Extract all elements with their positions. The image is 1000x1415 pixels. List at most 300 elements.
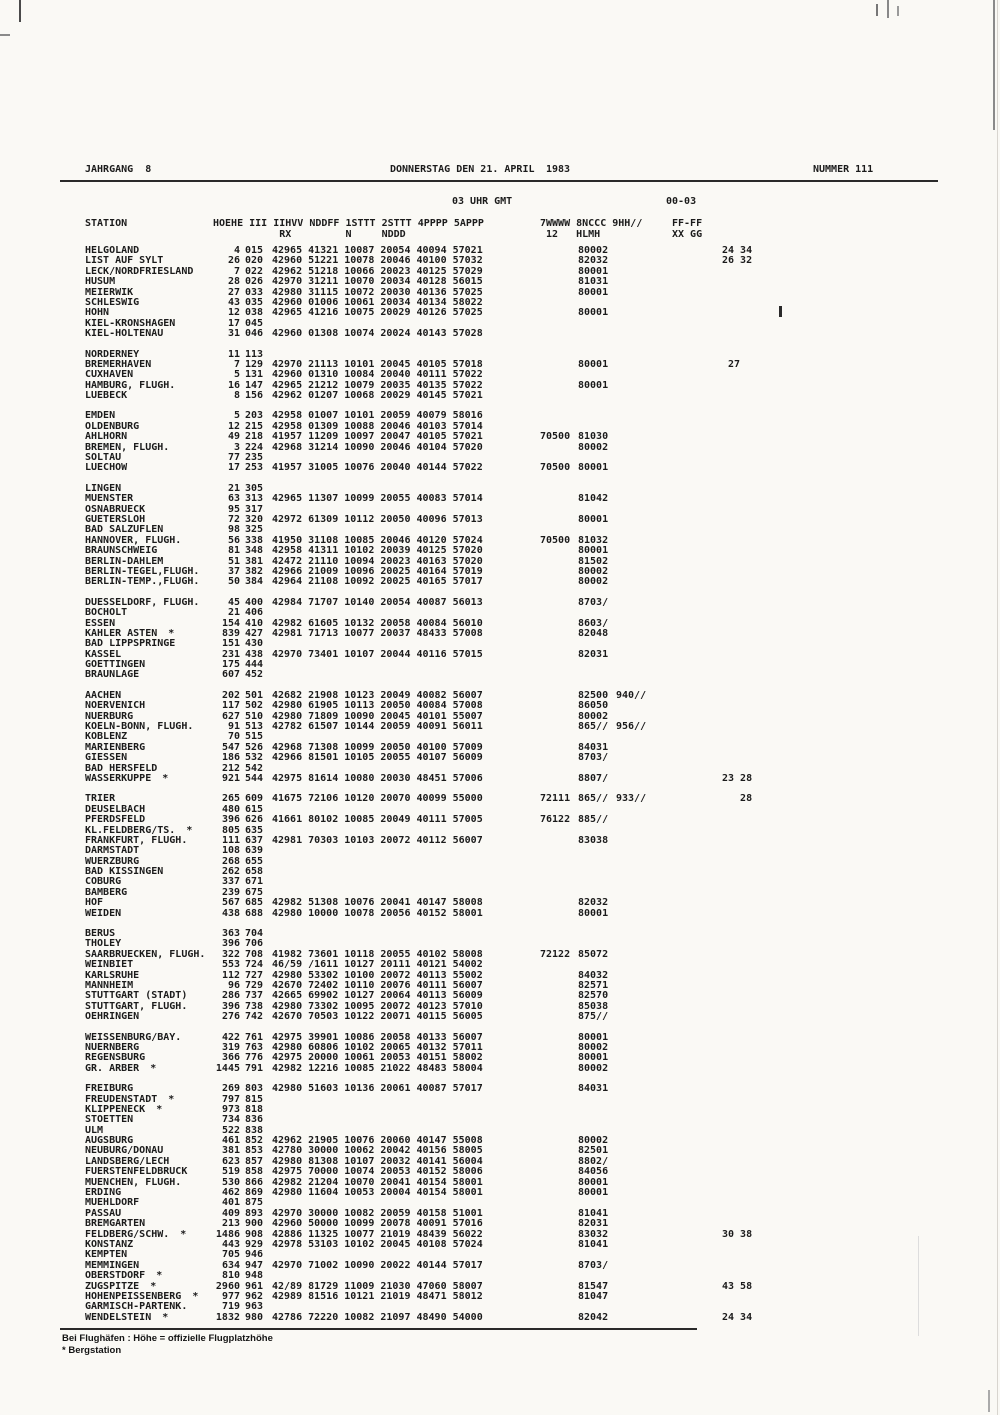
station-number: 635 — [245, 824, 264, 836]
station-name: HANNOVER, FLUGH. — [85, 534, 182, 546]
wind-ff-values — [722, 463, 766, 473]
wind-ff-values — [722, 1136, 766, 1146]
wind-ff-values: 43 58 — [722, 1280, 753, 1292]
synop-8-group: 80002 — [578, 1062, 609, 1074]
synop-7-group — [540, 381, 574, 391]
station-number: 637 — [245, 834, 264, 846]
station-elevation: 567 — [221, 897, 240, 909]
synop-8-group: 83032 — [578, 1228, 609, 1240]
station-name: NORDERNEY — [85, 348, 140, 360]
station-elevation: 186 — [221, 752, 240, 764]
synop-9-group — [616, 1261, 650, 1271]
station-elevation: 396 — [221, 1000, 240, 1012]
synop-7-group — [540, 722, 574, 732]
synop-8-group: 82048 — [578, 627, 609, 639]
station-elevation: 977 — [221, 1290, 240, 1302]
station-number: 858 — [245, 1166, 264, 1178]
wind-ff-values — [722, 1043, 766, 1053]
synop-9-group: 956// — [616, 721, 647, 733]
station-elevation: 26 — [227, 255, 240, 267]
station-row — [85, 753, 766, 763]
wind-ff-values — [722, 981, 766, 991]
synop-9-group — [616, 422, 650, 432]
station-name: SCHLESWIG — [85, 296, 140, 308]
station-elevation: 269 — [221, 1083, 240, 1095]
station-name: AACHEN — [85, 689, 122, 701]
synop-7-group — [540, 1230, 574, 1240]
wind-ff-values — [722, 1053, 766, 1063]
station-elevation: 17 — [227, 317, 240, 329]
synop-main-groups: 42975 20000 10061 20053 40151 58002 — [272, 1052, 483, 1064]
station-name: OBERSTDORF — [85, 1270, 146, 1282]
synop-7-group — [540, 443, 574, 453]
synop-8-group: 84031 — [578, 1083, 609, 1095]
station-row — [85, 660, 766, 670]
station-elevation: 839 — [221, 627, 240, 639]
synop-8-group — [578, 1095, 612, 1105]
synop-7-group — [540, 691, 574, 701]
station-number: 400 — [245, 596, 264, 608]
synop-8-group: 81032 — [578, 534, 609, 546]
jahrgang-label: JAHRGANG 8 — [85, 164, 152, 175]
synop-9-group — [616, 360, 650, 370]
station-elevation: 409 — [221, 1207, 240, 1219]
footnote-rule — [60, 1328, 697, 1330]
synop-7-group — [540, 277, 574, 287]
station-number: 320 — [245, 513, 264, 525]
synop-8-group: 81031 — [578, 276, 609, 288]
wind-ff-values — [722, 1157, 766, 1167]
station-name: WUERZBURG — [85, 855, 140, 867]
station-name: OSNABRUECK — [85, 503, 146, 515]
synop-7-group — [540, 1126, 574, 1136]
station-name: NOERVENICH — [85, 700, 146, 712]
synop-9-group — [616, 598, 650, 608]
station-group — [85, 411, 766, 473]
station-row — [85, 836, 766, 846]
synop-main-groups: 42665 69902 10127 20064 40113 56009 — [272, 990, 483, 1002]
synop-main-groups: 42958 01007 10101 20059 40079 58016 — [272, 410, 483, 422]
wind-ff-values — [722, 1292, 766, 1302]
synop-8-group: 81047 — [578, 1290, 609, 1302]
synop-8-group — [578, 319, 612, 329]
synop-9-group — [616, 909, 650, 919]
station-elevation: 154 — [221, 617, 240, 629]
synop-main-groups: 42982 61605 10132 20058 40084 56010 — [272, 617, 483, 629]
synop-main-groups — [272, 867, 484, 877]
station-name: DEUSELBACH — [85, 803, 146, 815]
station-row — [85, 867, 766, 877]
wind-ff-values — [722, 525, 766, 535]
synop-7-group — [540, 1043, 574, 1053]
station-elevation: 108 — [221, 845, 240, 857]
synop-8-group — [578, 877, 612, 887]
station-number: 382 — [245, 565, 264, 577]
wind-ff-values — [722, 1271, 766, 1281]
synop-9-group — [616, 639, 650, 649]
station-row — [85, 577, 766, 587]
station-name: KASSEL — [85, 648, 122, 660]
year-label: 1983 — [546, 164, 571, 175]
station-row — [85, 815, 766, 825]
synop-7-group — [540, 1219, 574, 1229]
station-elevation: 17 — [227, 462, 240, 474]
wind-ff-values — [722, 846, 766, 856]
station-elevation: 96 — [227, 980, 240, 991]
station-elevation: 553 — [221, 959, 240, 971]
synop-7-group — [540, 826, 574, 836]
bergstation-marker: * — [186, 824, 193, 836]
station-row — [85, 794, 766, 804]
synop-9-group — [616, 743, 650, 753]
synop-main-groups: 42980 71809 10090 20045 40101 55007 — [272, 710, 483, 722]
station-table — [85, 246, 766, 1333]
station-number: 704 — [245, 928, 264, 940]
wind-ff-values — [722, 422, 766, 432]
station-number: 313 — [245, 493, 264, 505]
synop-main-groups — [272, 1095, 484, 1105]
synop-7-group: 76122 — [540, 814, 571, 826]
wind-ff-values — [722, 1178, 766, 1188]
synop-8-group: 81042 — [578, 493, 609, 505]
synop-7-group — [540, 577, 574, 587]
station-name: KIEL-KRONSHAGEN — [85, 317, 176, 329]
station-name: MUENSTER — [85, 493, 134, 505]
synop-8-group: 86050 — [578, 700, 609, 712]
observation-code: 00-03 — [666, 196, 697, 207]
synop-9-group — [616, 1136, 650, 1146]
station-name: KAHLER ASTEN — [85, 627, 158, 639]
synop-main-groups: 42970 71002 10090 20022 40144 57017 — [272, 1259, 483, 1271]
synop-9-group — [616, 660, 650, 670]
station-number: 961 — [245, 1280, 264, 1292]
synop-7-group — [540, 764, 574, 774]
synop-9-group — [616, 557, 650, 567]
station-name-cell — [85, 774, 213, 784]
wind-ff-values — [722, 1198, 766, 1208]
station-elevation: 81 — [227, 545, 240, 557]
station-elevation: 27 — [227, 286, 240, 298]
station-name: GR. ARBER — [85, 1062, 140, 1074]
station-name-cell — [85, 1064, 213, 1074]
station-number: 980 — [245, 1311, 264, 1323]
synop-main-groups: 42981 70303 10103 20072 40112 56007 — [272, 834, 483, 846]
synop-9-group — [616, 577, 650, 587]
station-name: ZUGSPITZE — [85, 1280, 140, 1292]
station-number: 655 — [245, 855, 264, 867]
station-name: BERUS — [85, 928, 116, 940]
synop-7-group — [540, 598, 574, 608]
synop-9-group — [616, 960, 650, 970]
station-row — [85, 929, 766, 939]
bergstation-marker: * — [180, 1228, 187, 1240]
station-number: 026 — [245, 276, 264, 288]
station-name: WEISSENBURG/BAY. — [85, 1031, 182, 1043]
station-number: 224 — [245, 441, 264, 453]
station-number: 724 — [245, 959, 264, 971]
synop-9-group — [616, 836, 650, 846]
synop-9-group — [616, 1146, 650, 1156]
synop-9-group — [616, 929, 650, 939]
wind-ff-values — [722, 629, 766, 639]
wind-ff-values — [722, 505, 766, 515]
station-elevation: 480 — [221, 803, 240, 815]
wind-ff-values — [722, 1167, 766, 1177]
synop-7-group — [540, 774, 574, 784]
station-number: 338 — [245, 534, 264, 546]
station-number: 609 — [245, 793, 264, 805]
synop-8-group: 81502 — [578, 555, 609, 567]
synop-8-group: 8802/ — [578, 1155, 609, 1167]
scan-mark-top-right-3 — [897, 6, 899, 16]
station-row — [85, 1105, 766, 1115]
synop-main-groups: 41675 72106 10120 20070 40099 55000 — [272, 793, 483, 805]
synop-7-group — [540, 1240, 574, 1250]
station-number: 836 — [245, 1114, 264, 1126]
synop-7-group — [540, 857, 574, 867]
station-name: MARIENBERG — [85, 741, 146, 753]
synop-main-groups: 42970 30000 10082 20059 40158 51001 — [272, 1207, 483, 1219]
synop-9-group — [616, 1271, 650, 1281]
synop-8-group: 8703/ — [578, 596, 609, 608]
station-name: OLDENBURG — [85, 420, 140, 432]
synop-9-group — [616, 629, 650, 639]
station-name: ESSEN — [85, 617, 116, 629]
synop-9-group — [616, 1219, 650, 1229]
station-elevation: 63 — [227, 493, 240, 505]
synop-main-groups: 42786 72220 10082 21097 48490 54000 — [272, 1311, 483, 1323]
synop-9-group — [616, 319, 650, 329]
station-row — [85, 1012, 766, 1022]
station-elevation: 396 — [221, 814, 240, 826]
station-number: 444 — [245, 659, 264, 671]
synop-8-group: 82042 — [578, 1311, 609, 1323]
synop-9-group — [616, 277, 650, 287]
synop-main-groups — [272, 846, 484, 856]
synop-7-group — [540, 1178, 574, 1188]
wind-ff-values — [722, 815, 766, 825]
synop-main-groups: 42782 61507 10144 20059 40091 56011 — [272, 721, 483, 733]
synop-8-group: 80002 — [578, 710, 609, 722]
wind-ff-values — [722, 1261, 766, 1271]
scan-mark-right-edge — [997, 0, 998, 1415]
synop-7-group — [540, 1146, 574, 1156]
station-number: 022 — [245, 265, 264, 277]
wind-ff-values — [722, 1209, 766, 1219]
synop-main-groups: 42965 11307 10099 20055 40083 57014 — [272, 493, 483, 505]
station-elevation: 43 — [227, 296, 240, 308]
column-subheader-ff: XX GG — [672, 229, 703, 240]
station-row — [85, 515, 766, 525]
wind-ff-values — [722, 577, 766, 587]
wind-ff-values — [722, 950, 766, 960]
synop-8-group: 82031 — [578, 1218, 609, 1230]
station-number: 675 — [245, 886, 264, 898]
synop-9-group — [616, 774, 650, 784]
synop-9-group: 933// — [616, 793, 647, 805]
wind-ff-values — [722, 670, 766, 680]
synop-9-group — [616, 732, 650, 742]
station-elevation: 7 — [233, 265, 240, 277]
synop-7-group — [540, 1313, 574, 1323]
wind-ff-values — [722, 867, 766, 877]
station-name: ERDING — [85, 1187, 122, 1199]
synop-9-group — [616, 1033, 650, 1043]
synop-main-groups — [272, 1271, 484, 1281]
synop-main-groups: 42980 51603 10136 20061 40087 57017 — [272, 1083, 483, 1095]
synop-9-group — [616, 815, 650, 825]
station-name: PFERDSFELD — [85, 814, 146, 826]
wind-ff-values — [722, 991, 766, 1001]
station-number: 038 — [245, 307, 264, 319]
station-row — [85, 670, 766, 680]
station-name: REGENSBURG — [85, 1052, 146, 1064]
station-name: MEIERWIK — [85, 286, 134, 298]
station-elevation: 239 — [221, 886, 240, 898]
wind-ff-values — [722, 826, 766, 836]
station-elevation: 70 — [227, 731, 240, 743]
station-row — [85, 857, 766, 867]
synop-7-group — [540, 1209, 574, 1219]
synop-main-groups: 41661 80102 10085 20049 40111 57005 — [272, 814, 483, 826]
station-name: BAD HERSFELD — [85, 762, 158, 774]
synop-main-groups: 42989 81516 10121 21019 48471 58012 — [272, 1290, 483, 1302]
synop-8-group: 80001 — [578, 513, 609, 525]
wind-ff-values — [722, 484, 766, 494]
synop-main-groups: 42962 01207 10068 20029 40145 57021 — [272, 390, 483, 402]
wind-ff-values: 28 — [722, 793, 753, 805]
station-row — [85, 308, 766, 318]
station-elevation: 56 — [227, 534, 240, 546]
station-number: 510 — [245, 710, 264, 722]
wind-ff-values — [722, 960, 766, 970]
station-group — [85, 350, 766, 402]
synop-main-groups: 42978 53103 10102 20045 40108 57024 — [272, 1238, 483, 1250]
station-elevation: 438 — [221, 907, 240, 919]
station-row — [85, 774, 766, 784]
synop-9-group — [616, 971, 650, 981]
bergstation-marker: * — [150, 1062, 157, 1074]
synop-9-group — [616, 1012, 650, 1022]
station-row — [85, 494, 766, 504]
synop-9-group — [616, 1157, 650, 1167]
wind-ff-values — [722, 515, 766, 525]
synop-7-group — [540, 1271, 574, 1281]
synop-9-group — [616, 267, 650, 277]
station-row — [85, 277, 766, 287]
synop-8-group — [578, 329, 612, 339]
station-number: 615 — [245, 803, 264, 815]
synop-7-group — [540, 308, 574, 318]
station-number: 235 — [245, 452, 264, 464]
station-number: 706 — [245, 938, 264, 950]
synop-7-group — [540, 1198, 574, 1208]
wind-ff-values — [722, 1250, 766, 1260]
station-number: 020 — [245, 255, 264, 267]
synop-9-group — [616, 805, 650, 815]
station-name: KARLSRUHE — [85, 969, 140, 981]
synop-7-group — [540, 629, 574, 639]
station-number: 946 — [245, 1249, 264, 1261]
synop-main-groups: 41957 31005 10076 20040 40144 57022 — [272, 462, 483, 474]
synop-7-group — [540, 1084, 574, 1094]
station-row — [85, 1271, 766, 1281]
synop-main-groups: 42980 60806 10102 20065 40132 57011 — [272, 1041, 483, 1053]
synop-8-group — [578, 929, 612, 939]
station-elevation: 276 — [221, 1011, 240, 1023]
synop-8-group: 82501 — [578, 1145, 609, 1157]
station-row — [85, 909, 766, 919]
synop-8-group: 865// — [578, 721, 609, 733]
wind-ff-values — [722, 557, 766, 567]
station-number: 671 — [245, 876, 264, 888]
synop-8-group: 80001 — [578, 907, 609, 919]
synop-7-group — [540, 619, 574, 629]
station-number: 929 — [245, 1238, 264, 1250]
station-row — [85, 1240, 766, 1250]
synop-9-group: 940// — [616, 689, 647, 701]
station-name: EMDEN — [85, 410, 116, 422]
wind-ff-values — [722, 857, 766, 867]
station-elevation: 607 — [221, 669, 240, 681]
synop-9-group — [616, 877, 650, 887]
station-number: 962 — [245, 1290, 264, 1302]
wind-ff-values — [722, 1188, 766, 1198]
synop-7-group — [540, 546, 574, 556]
synop-main-groups: 42984 71707 10140 20054 40087 56013 — [272, 596, 483, 608]
synop-9-group — [616, 1209, 650, 1219]
wind-ff-values — [722, 567, 766, 577]
synop-8-group: 80002 — [578, 441, 609, 453]
synop-9-group — [616, 546, 650, 556]
station-name: BRAUNLAGE — [85, 669, 140, 681]
station-name: KONSTANZ — [85, 1238, 134, 1250]
synop-8-group: 84032 — [578, 969, 609, 981]
synop-8-group: 885// — [578, 814, 609, 826]
synop-main-groups: 42682 21908 10123 20049 40082 56007 — [272, 689, 483, 701]
wind-ff-values — [722, 598, 766, 608]
synop-7-group — [540, 701, 574, 711]
wind-ff-values — [722, 732, 766, 742]
synop-9-group — [616, 1188, 650, 1198]
synop-7-group — [540, 567, 574, 577]
synop-7-group — [540, 1292, 574, 1302]
synop-7-group — [540, 712, 574, 722]
station-elevation: 49 — [227, 431, 240, 443]
wind-ff-values — [722, 608, 766, 618]
wind-ff-values — [722, 939, 766, 949]
synop-8-group: 82570 — [578, 990, 609, 1002]
station-number: 131 — [245, 369, 264, 381]
wind-ff-values — [722, 1064, 766, 1074]
station-name: CUXHAVEN — [85, 369, 134, 381]
synop-9-group — [616, 650, 650, 660]
bergstation-marker: * — [168, 1093, 175, 1105]
station-number: 853 — [245, 1145, 264, 1157]
station-row — [85, 877, 766, 887]
synop-main-groups: 42970 31211 10070 20034 40128 56015 — [272, 276, 483, 288]
synop-8-group — [578, 857, 612, 867]
wind-ff-values — [722, 298, 766, 308]
synop-7-group: 70500 — [540, 534, 571, 546]
station-name: THOLEY — [85, 938, 122, 950]
station-elevation: 810 — [221, 1270, 240, 1282]
column-subheader-groups: 12 HLMH — [540, 229, 601, 240]
column-subheader-main: RX N NDDD — [213, 229, 406, 240]
station-number: 727 — [245, 969, 264, 981]
station-elevation: 16 — [227, 379, 240, 391]
synop-8-group — [578, 867, 612, 877]
